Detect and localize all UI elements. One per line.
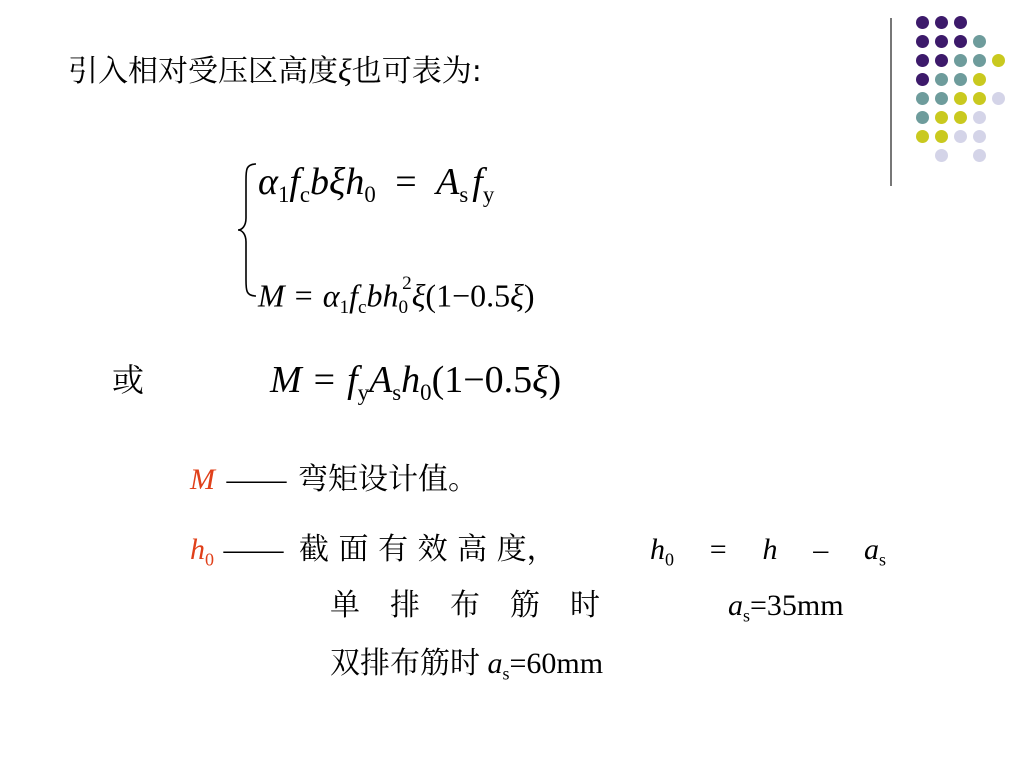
single-row-line: 单 排 布 筋 时 — [330, 588, 600, 623]
equation-2: $M = \alpha_1f_cbh_0^2\xi(1-0.5\xi)$ — [258, 273, 535, 318]
M-description: 弯矩设计值。 — [298, 462, 478, 497]
M-symbol: M — [190, 463, 215, 496]
intro-line — [68, 50, 482, 92]
definition-M: M —— 弯矩设计值。 — [190, 462, 478, 497]
definition-h0: $h_0$ —— 截 面 有 效 高 度， — [190, 532, 557, 570]
brace — [236, 160, 260, 300]
equation-1: $\alpha_1f_cb\xi h_0 = A_s$ $f_y$ — [258, 161, 495, 207]
h0-symbol: h — [190, 533, 205, 566]
h0-expression: $h_0$ = h – $a_s$ — [650, 533, 886, 570]
xi-symbol: ξ — [338, 52, 352, 88]
alpha-symbol: α — [258, 161, 278, 203]
intro-tail: 也可表为: — [351, 54, 482, 89]
vertical-divider — [890, 18, 892, 186]
h0-description: 截 面 有 效 高 度， — [299, 532, 557, 567]
intro-text: 引入相对受压区高度 — [68, 54, 338, 89]
equation-3: $M = f_yA_sh_0(1-0.5\xi)$ — [270, 359, 562, 405]
double-row-line: 双排布筋时 $a_s=60mm$ — [330, 646, 604, 684]
single-row-value: $a_s=35mm$ — [728, 589, 844, 626]
or-label: 或 — [112, 361, 145, 399]
